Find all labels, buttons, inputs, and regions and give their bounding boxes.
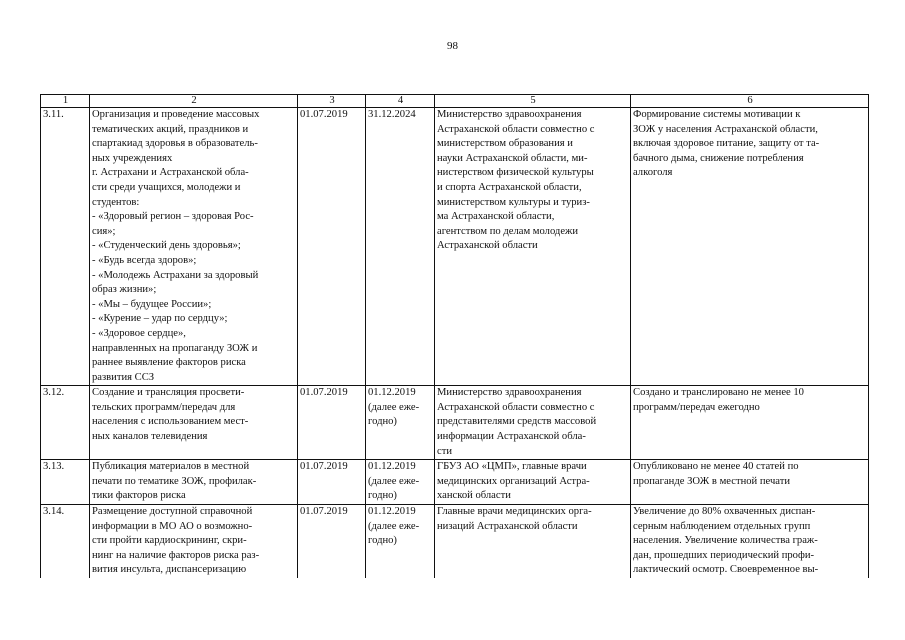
cell-text-line: образ жизни»; bbox=[92, 284, 157, 296]
cell-text-line: тематических акций, праздников и bbox=[92, 123, 249, 135]
cell-text-line: (далее еже- bbox=[368, 520, 420, 532]
cell-text-line: - «Студенческий день здоровья»; bbox=[92, 240, 241, 252]
cell-text-line: сти пройти кардиоскрининг, скри- bbox=[92, 535, 247, 547]
cell-text-line: Министерство здравоохранения bbox=[437, 387, 582, 399]
cell-text-line: тельских программ/передач для bbox=[92, 401, 236, 413]
cell-text-line: развития ССЗ bbox=[92, 371, 155, 383]
table-body bbox=[41, 108, 869, 579]
table-row bbox=[41, 386, 869, 460]
cell-text-line: годно) bbox=[368, 535, 397, 547]
header-col-2: 2 bbox=[90, 95, 298, 108]
cell-text-line: печати по тематике ЗОЖ, профилак- bbox=[92, 475, 257, 487]
cell-text-line: Астраханской области совместно с bbox=[437, 401, 595, 413]
page-number: 98 bbox=[447, 40, 458, 52]
cell-text-line: - «Молодежь Астрахани за здоровый bbox=[92, 269, 259, 281]
header-col-1: 1 bbox=[41, 95, 90, 108]
cell-text-line: бачного дыма, снижение потребления bbox=[633, 152, 804, 164]
cell-text-line: ных учреждениях bbox=[92, 152, 173, 164]
measures-table bbox=[40, 94, 869, 578]
activity-cell bbox=[90, 108, 298, 386]
end-date-cell bbox=[366, 108, 435, 386]
cell-text-line: - «Мы – будущее России»; bbox=[92, 298, 212, 310]
cell-text-line: 01.12.2019 bbox=[368, 506, 416, 518]
responsible-cell bbox=[435, 386, 631, 460]
cell-text-line: сия»; bbox=[92, 225, 116, 237]
start-date-cell: 01.07.2019 bbox=[298, 108, 366, 386]
cell-text-line: - «Здоровое сердце», bbox=[92, 327, 186, 339]
start-date-cell: 01.07.2019 bbox=[298, 505, 366, 578]
cell-text-line: Организация и проведение массовых bbox=[92, 109, 260, 120]
cell-text-line: серным наблюдением отдельных групп bbox=[633, 520, 811, 532]
cell-text-line: годно) bbox=[368, 490, 397, 502]
cell-text-line: алкоголя bbox=[633, 167, 673, 179]
cell-text-line: сти bbox=[437, 445, 453, 457]
result-cell bbox=[631, 460, 869, 505]
responsible-cell bbox=[435, 460, 631, 505]
cell-text-line: вития инсульта, диспансеризацию bbox=[92, 564, 247, 576]
table-header-row bbox=[41, 95, 869, 108]
row-number-cell: 3.13. bbox=[41, 460, 90, 505]
cell-text-line: Министерство здравоохранения bbox=[437, 109, 582, 120]
cell-text-line: нинг на наличие факторов риска раз- bbox=[92, 549, 260, 561]
cell-text-line: тики факторов риска bbox=[92, 490, 186, 502]
end-date-cell bbox=[366, 460, 435, 505]
cell-text-line: ЗОЖ у населения Астраханской области, bbox=[633, 123, 818, 135]
cell-text-line: дан, прошедших периодический профи- bbox=[633, 549, 815, 561]
cell-text-line: и спорта Астраханской области, bbox=[437, 181, 582, 193]
activity-cell bbox=[90, 505, 298, 578]
cell-text-line: министерством культуры и туриз- bbox=[437, 196, 590, 208]
end-date-cell bbox=[366, 386, 435, 460]
cell-text-line: - «Здоровый регион – здоровая Рос- bbox=[92, 211, 254, 223]
result-cell bbox=[631, 108, 869, 386]
cell-text-line: Астраханской области bbox=[437, 240, 538, 252]
cell-text-line: - «Будь всегда здоров»; bbox=[92, 254, 197, 266]
responsible-cell bbox=[435, 505, 631, 578]
row-number-cell: 3.14. bbox=[41, 505, 90, 578]
responsible-cell bbox=[435, 108, 631, 386]
cell-text-line: агентством по делам молодежи bbox=[437, 225, 579, 237]
row-number-cell: 3.12. bbox=[41, 386, 90, 460]
cell-text-line: населения с использованием мест- bbox=[92, 416, 249, 428]
activity-cell bbox=[90, 386, 298, 460]
cell-text-line: годно) bbox=[368, 416, 397, 428]
cell-text-line: раннее выявление факторов риска bbox=[92, 357, 246, 369]
cell-text-line: спартакиад здоровья в образователь- bbox=[92, 138, 258, 150]
header-col-5: 5 bbox=[435, 95, 631, 108]
cell-text-line: низаций Астраханской области bbox=[437, 520, 578, 532]
cell-text-line: Главные врачи медицинских орга- bbox=[437, 506, 592, 518]
cell-text-line: Астраханской области совместно с bbox=[437, 123, 595, 135]
cell-text-line: министерством образования и bbox=[437, 138, 573, 150]
cell-text-line: ма Астраханской области, bbox=[437, 211, 555, 223]
cell-text-line: Опубликовано не менее 40 статей по bbox=[633, 461, 799, 473]
cell-text-line: Создание и трансляция просвети- bbox=[92, 387, 245, 399]
cell-text-line: информации в МО АО о возможно- bbox=[92, 520, 253, 532]
table-row bbox=[41, 108, 869, 386]
cell-text-line: Формирование системы мотивации к bbox=[633, 109, 801, 120]
result-cell bbox=[631, 505, 869, 578]
cell-text-line: Публикация материалов в местной bbox=[92, 461, 250, 473]
cell-text-line: направленных на пропаганду ЗОЖ и bbox=[92, 342, 258, 354]
header-col-3: 3 bbox=[298, 95, 366, 108]
cell-text-line: 01.12.2019 bbox=[368, 387, 416, 399]
row-number-cell: 3.11. bbox=[41, 108, 90, 386]
end-date-cell bbox=[366, 505, 435, 578]
result-cell bbox=[631, 386, 869, 460]
cell-text-line: сти среди учащихся, молодежи и bbox=[92, 181, 241, 193]
activity-cell bbox=[90, 460, 298, 505]
cell-text-line: включая здоровое питание, защиту от та- bbox=[633, 138, 820, 150]
cell-text-line: населения. Увеличение количества граж- bbox=[633, 535, 818, 547]
cell-text-line: (далее еже- bbox=[368, 475, 420, 487]
cell-text-line: ных каналов телевидения bbox=[92, 431, 208, 443]
cell-text-line: ханской области bbox=[437, 490, 511, 502]
header-col-4: 4 bbox=[366, 95, 435, 108]
cell-text-line: Размещение доступной справочной bbox=[92, 506, 253, 518]
cell-text-line: ГБУЗ АО «ЦМП», главные врачи bbox=[437, 461, 587, 473]
cell-text-line: 01.12.2019 bbox=[368, 461, 416, 473]
cell-text-line: - «Курение – удар по сердцу»; bbox=[92, 313, 228, 325]
cell-text-line: информации Астраханской обла- bbox=[437, 431, 586, 443]
start-date-cell: 01.07.2019 bbox=[298, 386, 366, 460]
cell-text-line: лактический осмотр. Своевременное вы- bbox=[633, 564, 819, 576]
cell-text-line: студентов: bbox=[92, 196, 140, 208]
cell-text-line: Создано и транслировано не менее 10 bbox=[633, 387, 804, 399]
cell-text-line: нистерством физической культуры bbox=[437, 167, 594, 179]
table-row bbox=[41, 505, 869, 578]
cell-text-line: г. Астрахани и Астраханской обла- bbox=[92, 167, 249, 179]
start-date-cell: 01.07.2019 bbox=[298, 460, 366, 505]
cell-text-line: программ/передач ежегодно bbox=[633, 401, 760, 413]
cell-text-line: (далее еже- bbox=[368, 401, 420, 413]
cell-text-line: 31.12.2024 bbox=[368, 109, 416, 120]
cell-text-line: медицинских организаций Астра- bbox=[437, 475, 590, 487]
cell-text-line: представителями средств массовой bbox=[437, 416, 597, 428]
header-col-6: 6 bbox=[631, 95, 869, 108]
cell-text-line: пропаганде ЗОЖ в местной печати bbox=[633, 475, 791, 487]
cell-text-line: Увеличение до 80% охваченных диспан- bbox=[633, 506, 816, 518]
cell-text-line: науки Астраханской области, ми- bbox=[437, 152, 588, 164]
table-row bbox=[41, 460, 869, 505]
